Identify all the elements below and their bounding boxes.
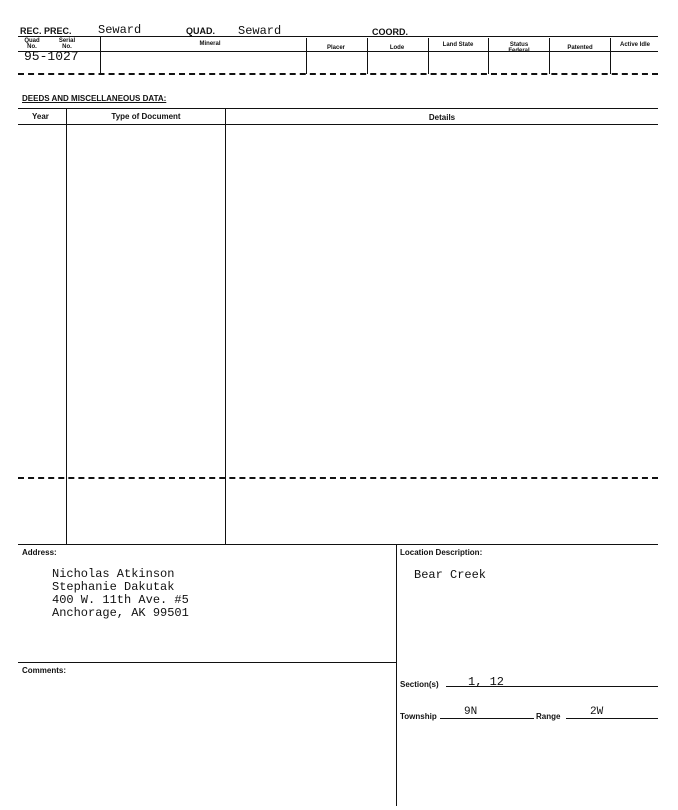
header-rule [18,36,658,37]
address-line: Nicholas Atkinson [52,567,175,581]
deeds-col-year: Year [32,112,49,121]
id-table-subheader-rule [18,51,658,52]
id-divider-1 [100,37,101,74]
location-label: Location Description: [400,548,483,557]
serial-no-label: Serial No. [58,38,76,50]
range-underline [566,718,658,719]
lower-divider [396,544,397,806]
patented-label: Patented [567,45,593,51]
active-idle-label: Active Idle [620,42,651,48]
id-table-bottom-rule [18,73,658,75]
range-label: Range [536,712,561,721]
deeds-header-rule [18,124,658,125]
address-block [52,568,189,620]
address-label: Address: [22,548,57,557]
land-state-label: Land State [442,42,474,48]
coord-label: COORD. [372,27,408,37]
id-divider-2 [306,38,307,74]
deeds-section-title: DEEDS AND MISCELLANEOUS DATA: [22,94,167,103]
township-underline [440,718,534,719]
record-number: 95-1027 [24,49,79,64]
placer-label: Placer [326,45,345,51]
quad-no-label: Quad No. [24,38,40,50]
location-value: Bear Creek [414,568,487,582]
quad-value: Seward [238,24,282,38]
deeds-top-rule [18,108,658,109]
id-divider-5 [488,38,489,74]
address-bottom-rule [18,662,396,663]
sections-value: 1, 12 [468,675,505,689]
lode-label: Lode [389,45,405,51]
township-value: 9N [464,706,478,718]
address-line: Stephanie Dakutak [52,580,175,594]
id-divider-6 [549,38,550,74]
sections-underline [446,686,658,687]
sections-label: Section(s) [400,680,439,689]
deeds-col-details: Details [428,113,456,122]
comments-label: Comments: [22,666,67,675]
id-divider-4 [428,38,429,74]
mineral-label: Mineral [199,41,221,47]
rec-prec-label: REC. PREC. [20,26,72,36]
township-label: Township [400,712,437,721]
address-line: 400 W. 11th Ave. #5 [52,593,189,607]
status-federal-label: Status Federal [508,42,530,54]
deeds-col-type: Type of Document [111,112,181,121]
range-value: 2W [590,706,604,718]
quad-label: QUAD. [186,26,215,36]
address-line: Anchorage, AK 99501 [52,606,189,620]
id-divider-3 [367,38,368,74]
id-divider-7 [610,38,611,74]
deeds-dashed-rule [18,477,658,479]
rec-prec-value: Seward [98,23,142,37]
deeds-bottom-rule [18,544,658,545]
